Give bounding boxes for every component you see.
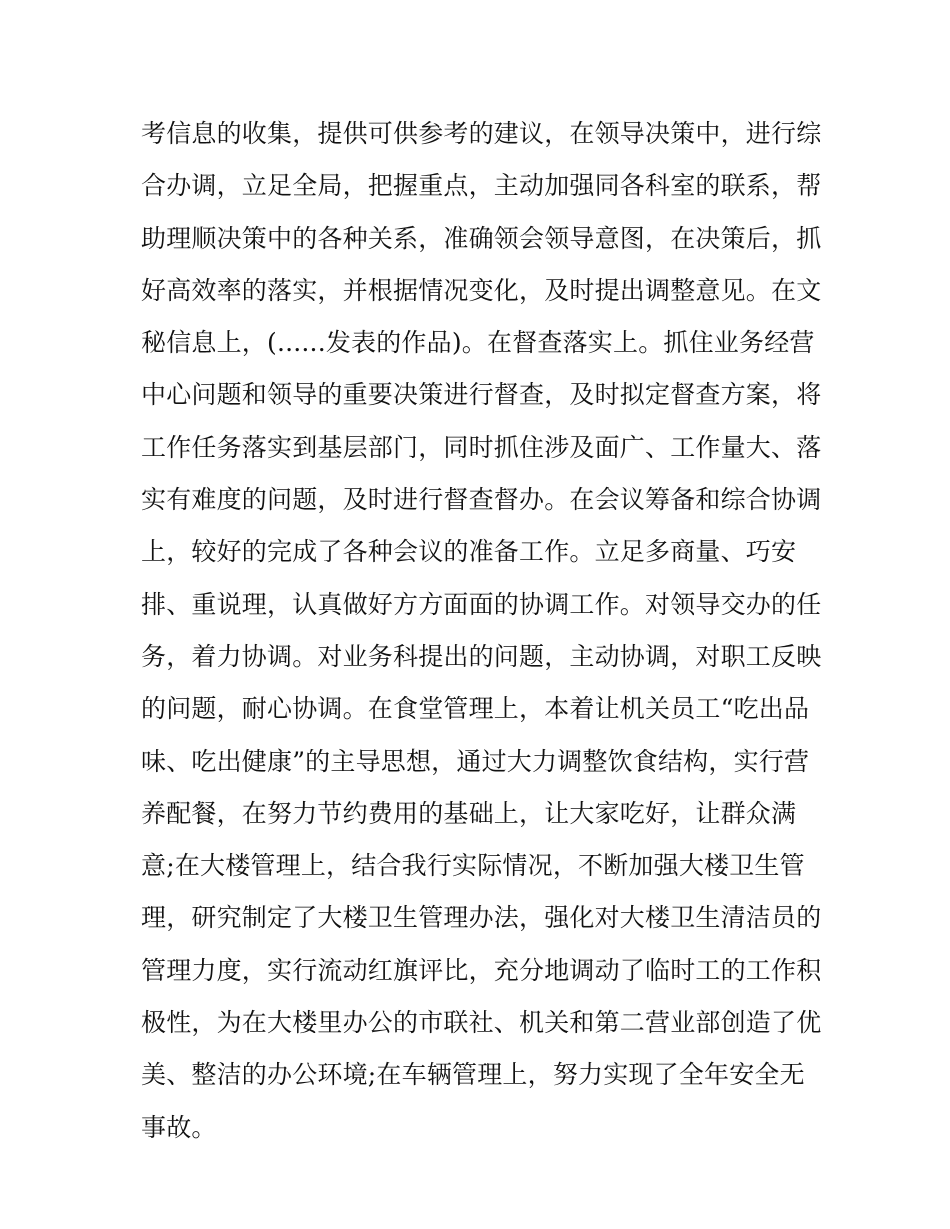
text-line-9: 上，较好的完成了各种会议的准备工作。立足多商量、巧安 (141, 537, 797, 567)
text-line-8: 实有难度的问题，及时进行督查督办。在会议筹备和综合协调 (141, 485, 822, 515)
body-paragraph (141, 108, 831, 1154)
text-line-16: 理，研究制定了大楼卫生管理办法，强化对大楼卫生清洁员的 (141, 903, 822, 933)
text-line-7: 工作任务落实到基层部门，同时抓住涉及面广、工作量大、落 (141, 432, 822, 462)
text-line-14: 养配餐，在努力节约费用的基础上，让大家吃好，让群众满 (141, 798, 797, 828)
text-line-4: 好高效率的落实，并根据情况变化，及时提出调整意见。在文 (141, 275, 822, 305)
text-line-18: 极性，为在大楼里办公的市联社、机关和第二营业部创造了优 (141, 1008, 822, 1038)
text-line-13: 味、吃出健康”的主导思想，通过大力调整饮食结构，实行营 (141, 746, 810, 776)
text-line-20: 事故。 (141, 1112, 217, 1142)
text-line-1: 考信息的收集，提供可供参考的建议，在领导决策中，进行综 (141, 119, 822, 148)
text-line-17: 管理力度，实行流动红旗评比，充分地调动了临时工的工作积 (141, 955, 822, 985)
text-line-19: 美、整洁的办公环境;在车辆管理上，努力实现了全年安全无 (141, 1060, 805, 1090)
text-line-5: 秘信息上，(......发表的作品)。在督查落实上。抓住业务经营 (141, 328, 815, 358)
text-line-2: 合办调，立足全局，把握重点，主动加强同各科室的联系，帮 (141, 171, 822, 201)
text-line-6: 中心问题和领导的重要决策进行督查，及时拟定督查方案，将 (141, 380, 822, 410)
text-line-15: 意;在大楼管理上，结合我行实际情况，不断加强大楼卫生管 (141, 851, 805, 881)
text-line-11: 务，着力协调。对业务科提出的问题，主动协调，对职工反映 (141, 641, 822, 671)
text-line-3: 助理顺决策中的各种关系，准确领会领导意图，在决策后，抓 (141, 223, 822, 253)
text-line-10: 排、重说理，认真做好方方面面的协调工作。对领导交办的任 (141, 589, 822, 619)
text-line-12: 的问题，耐心协调。在食堂管理上，本着让机关员工“吃出品 (141, 694, 810, 724)
